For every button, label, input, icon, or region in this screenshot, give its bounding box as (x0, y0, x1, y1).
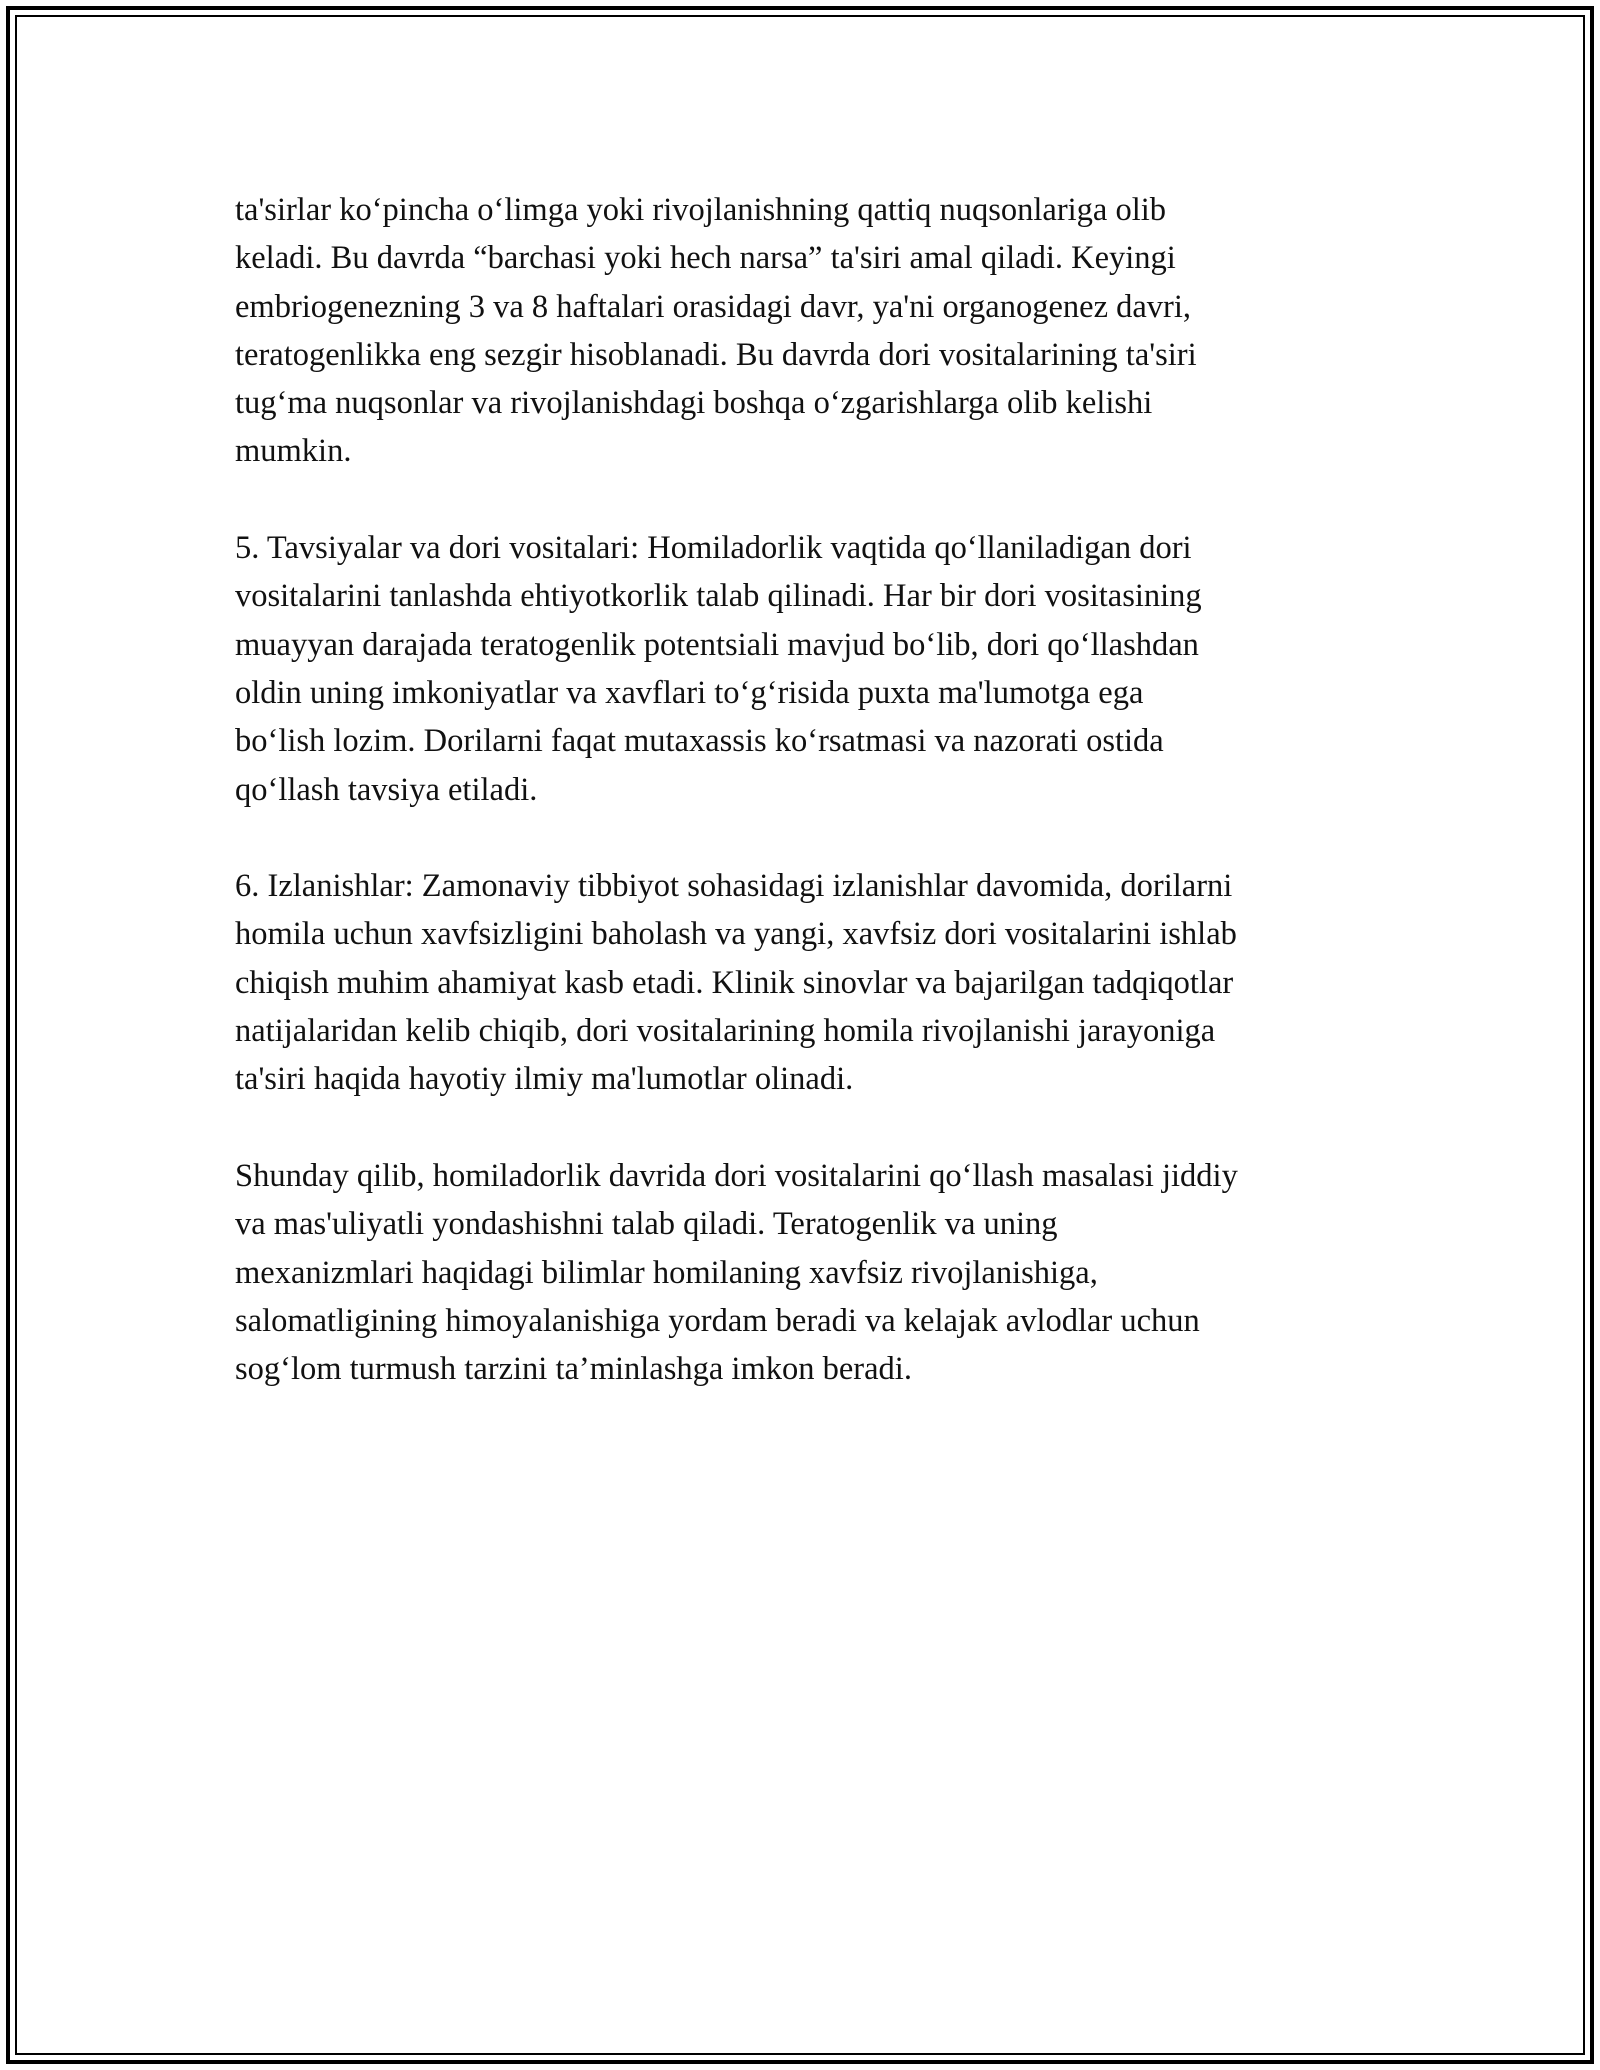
text-line: Shunday qilib, homiladorlik davrida dori vositalarini qo‘llash masalasi jiddiy (235, 1157, 1238, 1194)
text-line: vositalarini tanlashda ehtiyotkorlik talab qilinadi. Har bir dori vositasining (235, 578, 1202, 615)
paragraph-research (235, 862, 1385, 1103)
paragraph-recommendations (235, 524, 1385, 814)
paragraph-continuation (235, 186, 1385, 476)
text-line: salomatligining himoyalanishiga yordam beradi va kelajak avlodlar uchun (235, 1302, 1200, 1339)
text-line: keladi. Bu davrda “barchasi yoki hech narsa” ta'siri amal qiladi. Keyingi (235, 240, 1176, 277)
text-line: homila uchun xavfsizligini baholash va yangi, xavfsiz dori vositalarini ishlab (235, 916, 1237, 953)
text-line: sog‘lom turmush tarzini ta’minlashga imkon beradi. (235, 1351, 912, 1388)
text-line: 5. Tavsiyalar va dori vositalari: Homiladorlik vaqtida qo‘llaniladigan dori (235, 530, 1192, 567)
text-line: tug‘ma nuqsonlar va rivojlanishdagi boshqa o‘zgarishlarga olib kelishi (235, 385, 1153, 422)
text-line: 6. Izlanishlar: Zamonaviy tibbiyot sohasidagi izlanishlar davomida, dorilarni (235, 868, 1233, 905)
text-line: teratogenlikka eng sezgir hisoblanadi. Bu davrda dori vositalarining ta'siri (235, 336, 1197, 373)
text-line: ta'siri haqida hayotiy ilmiy ma'lumotlar olinadi. (235, 1061, 854, 1098)
paragraph-conclusion (235, 1152, 1385, 1393)
text-line: natijalaridan kelib chiqib, dori vositalarining homila rivojlanishi jarayoniga (235, 1013, 1216, 1050)
text-line: va mas'uliyatli yondashishni talab qiladi. Teratogenlik va uning (235, 1206, 1058, 1243)
text-line: mumkin. (235, 433, 352, 470)
text-line: bo‘lish lozim. Dorilarni faqat mutaxassis ko‘rsatmasi va nazorati ostida (235, 723, 1164, 760)
document-body (235, 186, 1385, 1442)
text-line: chiqish muhim ahamiyat kasb etadi. Klinik sinovlar va bajarilgan tadqiqotlar (235, 964, 1234, 1001)
text-line: embriogenezning 3 va 8 haftalari orasidagi davr, ya'ni organogenez davri, (235, 288, 1192, 325)
text-line: oldin uning imkoniyatlar va xavflari to‘g‘risida puxta ma'lumotga ega (235, 674, 1144, 711)
text-line: qo‘llash tavsiya etiladi. (235, 771, 538, 808)
text-line: mexanizmlari haqidagi bilimlar homilaning xavfsiz rivojlanishiga, (235, 1254, 1098, 1291)
text-line: muayyan darajada teratogenlik potentsiali mavjud bo‘lib, dori qo‘llashdan (235, 626, 1199, 663)
text-line: ta'sirlar ko‘pincha o‘limga yoki rivojlanishning qattiq nuqsonlariga olib (235, 192, 1167, 228)
